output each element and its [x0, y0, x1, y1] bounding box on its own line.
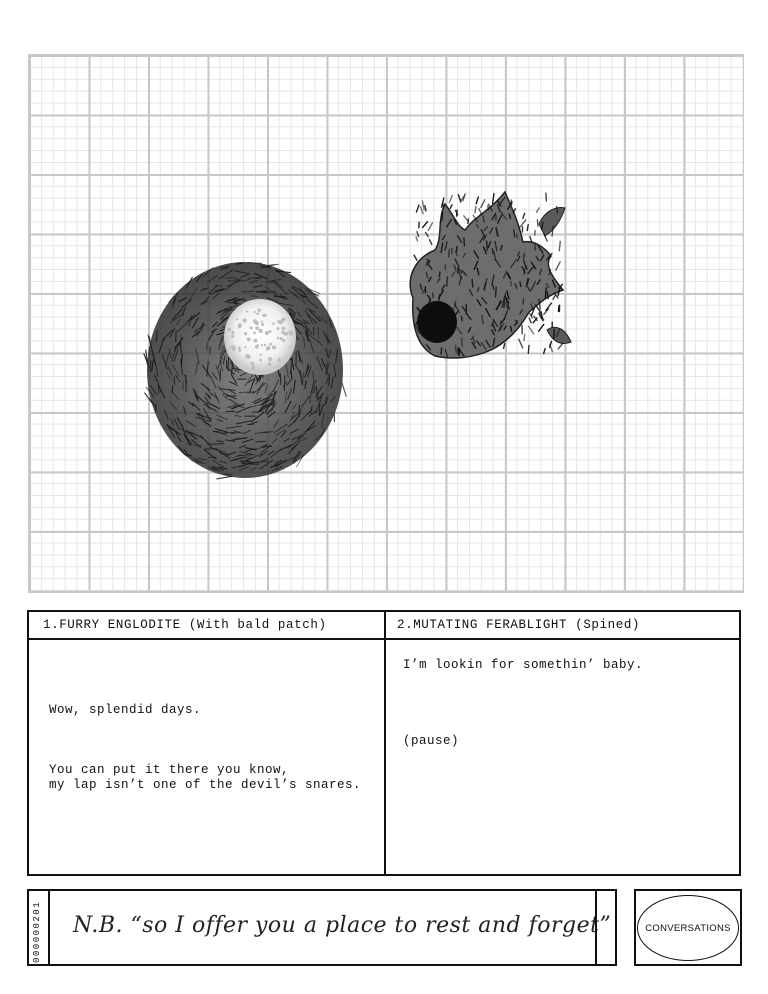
series-label-box: [634, 889, 742, 966]
label-oval: [637, 895, 739, 961]
series-label: CONVERSATIONS: [645, 922, 731, 934]
dialogue-line: You can put it there you know,: [49, 763, 290, 777]
handwritten-note: N.B. “so I offer you a place to rest and forget”: [73, 913, 612, 938]
graph-paper-grid: [28, 54, 744, 593]
furry-englodite-illustration: [140, 255, 355, 485]
dialogue-line: I’m lookin for somethin’ baby.: [403, 658, 644, 672]
column-divider: [384, 612, 386, 874]
note-end-column: [595, 891, 615, 964]
mutating-ferablight-illustration: [395, 180, 580, 375]
serial-number: 000000201: [32, 900, 42, 963]
serial-column: [29, 891, 50, 964]
column-header-mutating-ferablight: 2.MUTATING FERABLIGHT (Spined): [397, 618, 641, 632]
dialogue-line: my lap isn’t one of the devil’s snares.: [49, 778, 362, 792]
dialogue-line: Wow, splendid days.: [49, 703, 202, 717]
dialogue-line: (pause): [403, 734, 460, 748]
dialogue-table: [27, 610, 741, 876]
handwritten-note-box: [27, 889, 617, 966]
column-header-furry-englodite: 1.FURRY ENGLODITE (With bald patch): [43, 618, 327, 632]
